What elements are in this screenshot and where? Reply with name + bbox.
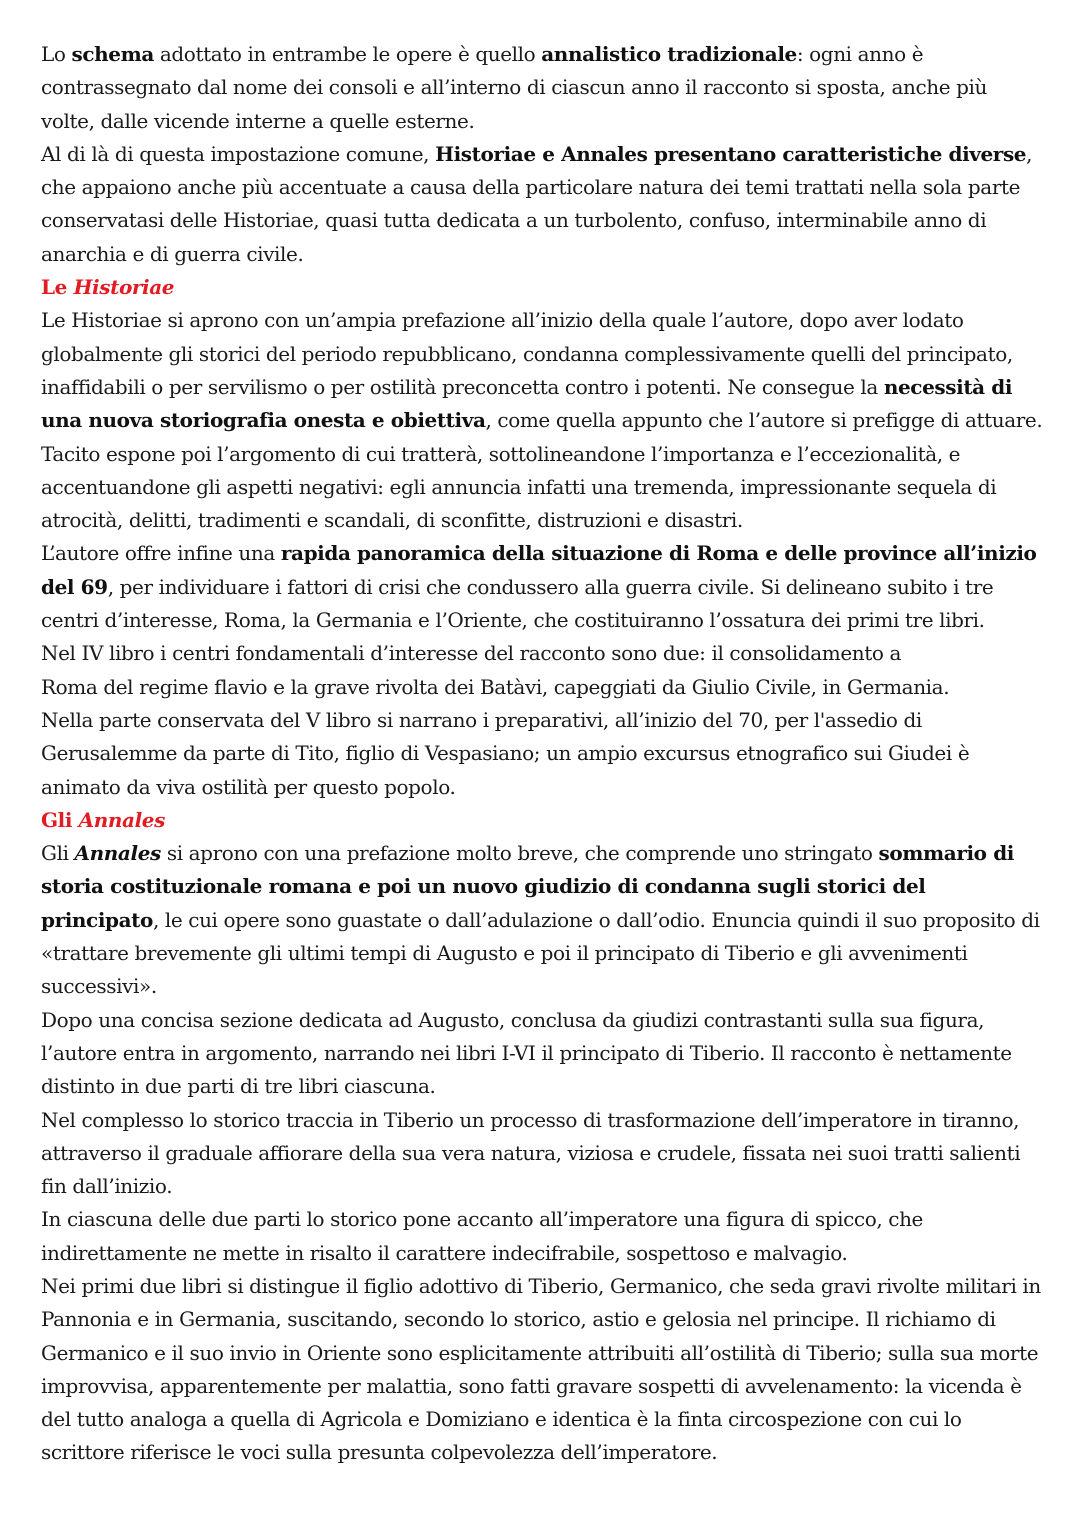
text: L’autore offre infine una [41,541,281,566]
bold-term: sommario di storia costituzionale romana e poi un nuovo giudizio di condanna sugli storici del principato [41,841,1014,932]
bold-term: Historiae e Annales presentano caratteristiche diverse [435,141,1027,166]
annales-paragraph-1 [41,837,1044,1003]
heading-title: Annales [78,807,165,832]
historiae-paragraph-4-line-1: Nel IV libro i centri fondamentali d’interesse del racconto sono due: il consolidamento a [41,641,902,666]
section-heading-historiae [41,271,1044,304]
bold-term: annalistico tradizionale [541,42,797,66]
annales-paragraph-5: Nei primi due libri si distingue il figlio adottivo di Tiberio, Germanico, che seda gravi rivolte militari in Pannonia e in Germania, suscitando, secondo lo storico, astio e gelosia nel principe. Il richiamo di Germanico e il suo invio in Oriente sono esplicitamente attribuiti all’ostilità di Tiberio; sulla sua morte improvvisa, apparentemente per malattia, sono fatti gravare sospetti di avvelenamento: la vicenda è del tutto analoga a quella di Agricola e Domiziano e identica è la finta circospezione con cui lo scrittore riferisce le voci sulla presunta colpevolezza dell’imperatore. [41,1273,1041,1465]
text: , che appaiono anche più accentuate a causa della particolare natura dei temi trattati nella sola parte conservatasi delle Historiae, quasi tutta dedicata a un turbolento, confuso, interminabile anno di anarchia e di guerra civile. [41,141,1033,266]
section-heading-annales [41,804,1044,837]
bold-term: rapida panoramica della situazione di Roma e delle province all’inizio del 69 [41,541,1037,599]
text: : ogni anno è contrassegnato dal nome dei consoli e all’interno di ciascun anno il racconto si sposta, anche più volte, dalle vicende interne a quelle esterne. [41,42,988,133]
intro-paragraph-2 [41,138,1044,271]
text: adottato in entrambe le opere è quello [153,42,542,66]
annales-paragraph-2: Dopo una concisa sezione dedicata ad Augusto, conclusa da giudizi contrastanti sulla sua figura, l’autore entra in argomento, narrando nei libri I-VI il principato di Tiberio. Il racconto è nettamente distinto in due parti di tre libri ciascuna. [41,1007,1012,1099]
text: Le Historiae si aprono con un’ampia prefazione all’inizio della quale l’autore, dopo aver lodato globalmente gli storici del periodo repubblicano, condanna complessivamente quelli del principato, inaffidabili o per servilismo o per ostilità preconcetta contro i potenti. Ne consegue la [41,308,1013,399]
heading-title: Historiae [73,275,175,300]
historiae-paragraph-1 [41,304,1044,437]
text: , come quella appunto che l’autore si prefigge di attuare. [485,408,1043,433]
bold-term: schema [71,42,154,66]
historiae-paragraph-4-line-2: Roma del regime flavio e la grave rivolta dei Batàvi, capeggiati da Giulio Civile, in Germania. [41,674,950,699]
bold-italic-term: Annales [74,841,161,866]
text: Gli [41,841,75,866]
historiae-paragraph-2: Tacito espone poi l’argomento di cui tratterà, sottolineandone l’importanza e l’eccezionalità, e accentuandone gli aspetti negativi: egli annuncia infatti una tremenda, impressionante sequela di atrocità, delitti, tradimenti e scandali, di sconfitte, distruzioni e disastri. [41,441,997,533]
text: Al di là di questa impostazione comune, [41,141,436,166]
historiae-paragraph-5: Nella parte conservata del V libro si narrano i preparativi, all’inizio del 70, per l'assedio di Gerusalemme da parte di Tito, figlio di Vespasiano; un ampio excursus etnografico sui Giudei è animato da viva ostilità per questo popolo. [41,707,970,799]
text: Lo [41,42,72,66]
bold-term: necessità di una nuova storiografia onesta e obiettiva [41,374,1013,433]
annales-paragraph-3: Nel complesso lo storico traccia in Tiberio un processo di trasformazione dell’imperatore in tiranno, attraverso il graduale affiorare della sua vera natura, viziosa e crudele, fissata nei suoi tratti salienti fin dall’inizio. [41,1107,1021,1199]
text: si aprono con una prefazione molto breve, che comprende uno stringato [160,841,879,866]
heading-prefix: Le [41,275,74,300]
annales-paragraph-4: In ciascuna delle due parti lo storico pone accanto all’imperatore una figura di spicco, che indirettamente ne mette in risalto il carattere indecifrabile, sospettoso e malvagio. [41,1207,923,1265]
intro-paragraph-1 [41,38,1044,138]
text: , le cui opere sono guastate o dall’adulazione o dall’odio. Enuncia quindi il suo proposito di «trattare brevemente gli ultimi tempi di Augusto e poi il principato di Tiberio e gli avvenimenti successivi». [41,907,1040,999]
historiae-paragraph-3 [41,537,1044,637]
heading-prefix: Gli [41,807,79,832]
text: , per individuare i fattori di crisi che condussero alla guerra civile. Si delineano subito i tre centri d’interesse, Roma, la Germania e l’Oriente, che costituiranno l’ossatura dei primi tre libri. [41,574,994,633]
